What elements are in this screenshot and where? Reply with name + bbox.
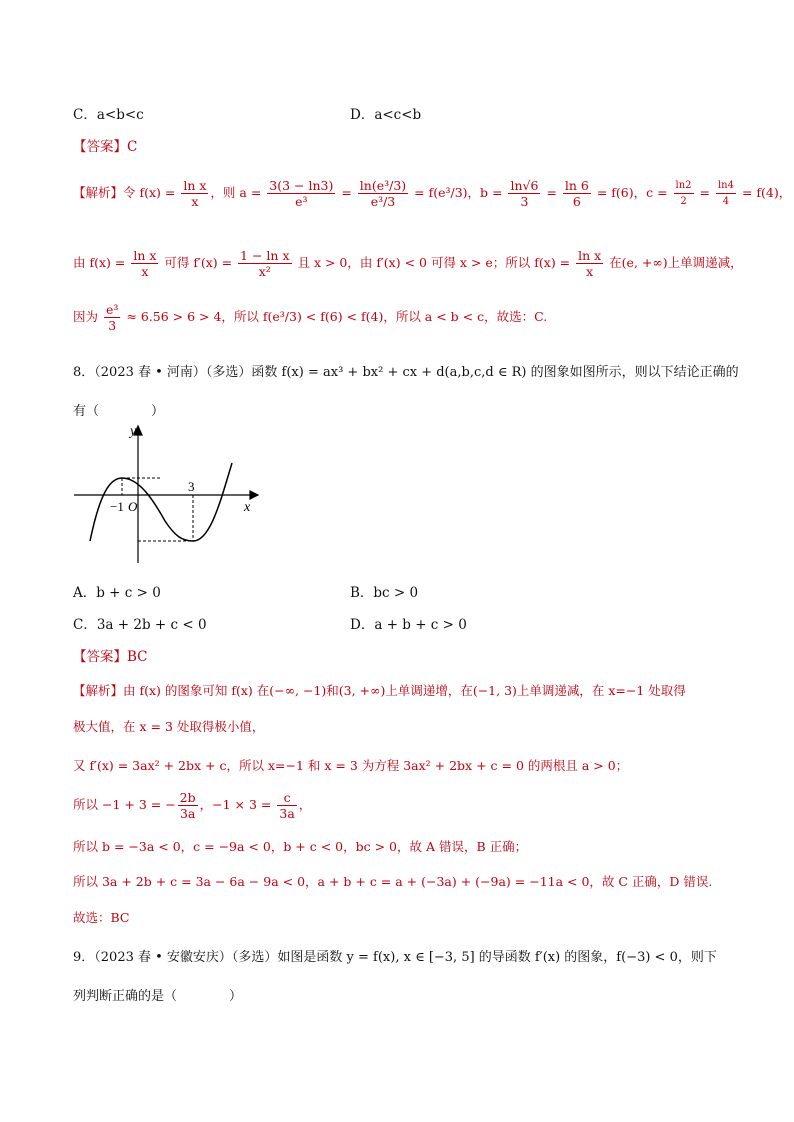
tick-neg1: −1 (110, 499, 124, 514)
fraction (104, 302, 120, 333)
q9-stem-line-1: 9．（2023 春 • 安徽安庆）（多选）如图是函数 y = f(x), x ∈ [−3, 5] 的导函数 f′(x) 的图象，f(−3) < 0，则下 (73, 950, 717, 965)
fraction (563, 178, 591, 209)
q8-option-b: B．bc > 0 (350, 585, 419, 601)
fraction (267, 178, 335, 209)
text: 且 x > 0，由 f′(x) < 0 可得 x > e；所以 f(x) = (293, 255, 575, 270)
q8-analysis-line-1 (73, 681, 686, 699)
numerator: ln x (133, 248, 157, 263)
denominator: 3a (279, 806, 295, 821)
text: ≈ 6.56 > 6 > 4，所以 f(e³/3) < f(6) < f(4)，所以 a < b < c，故选：C. (122, 309, 548, 324)
denominator: e³ (295, 194, 308, 209)
answer-tag: 【答案】 (73, 139, 127, 155)
answer-tag: 【答案】 (73, 649, 127, 665)
q8-analysis-line-5: 所以 b = −3a < 0，c = −9a < 0，b + c < 0，bc > 0，故 A 错误，B 正确； (73, 839, 528, 854)
numerator: ln(e³/3) (359, 178, 407, 193)
fraction (358, 178, 408, 209)
q9-stem-line-2: 列判断正确的是（ ） (73, 989, 243, 1004)
numerator: 2b (179, 790, 196, 805)
denominator: e³/3 (370, 194, 396, 209)
answer-value: C (127, 139, 138, 155)
numerator: c (277, 790, 296, 806)
denominator: 3 (108, 318, 117, 333)
fraction (277, 790, 296, 821)
text: ， (298, 797, 312, 812)
text: = f(e³/3)，b = (410, 185, 507, 200)
denominator: 6 (572, 194, 581, 209)
text: = f(6)，c = (592, 185, 672, 200)
tick-3: 3 (188, 479, 195, 494)
text: 在(e, +∞)上单调递减， (605, 255, 743, 270)
text: 可得 f′(x) = (160, 255, 237, 270)
answer-value: BC (127, 649, 148, 665)
denominator: x (191, 194, 199, 209)
text: ，则 a = (210, 185, 266, 200)
numerator: ln2 (674, 178, 694, 194)
analysis-tag: 【解析】 (73, 683, 124, 698)
q8-option-a: A．b + c > 0 (73, 585, 161, 601)
numerator: ln x (578, 248, 602, 263)
text: 所以 −1 + 3 = − (73, 797, 176, 812)
numerator: e³ (105, 302, 119, 317)
numerator: 1 − ln x (240, 248, 290, 263)
text: 由 f(x) = (73, 255, 130, 270)
text: 因为 (73, 309, 102, 324)
fraction (178, 790, 198, 821)
fraction (716, 178, 736, 209)
text: 由 f(x) 的图象可知 f(x) 在(−∞, −1)和(3, +∞)上单调递增，在(−1, 3)上单调递减，在 x=−1 处取得 (123, 683, 686, 698)
denominator: 3a (179, 806, 196, 821)
text: 令 f(x) = (123, 185, 180, 200)
q7-analysis-line-2 (73, 248, 743, 279)
fraction (238, 248, 291, 279)
q8-analysis-line-3: 又 f′(x) = 3ax² + 2bx + c，所以 x=−1 和 x = 3 为方程 3ax² + 2bx + c = 0 的两根且 a > 0； (73, 758, 629, 773)
denominator: 4 (722, 196, 730, 207)
analysis-tag: 【解析】 (73, 185, 124, 200)
q7-option-c: C．a<b<c (73, 107, 144, 123)
text: = (542, 185, 561, 200)
q8-stem-line-1: 8．（2023 春 • 河南）（多选）函数 f(x) = ax³ + bx² + cx + d(a,b,c,d ∈ R) 的图象如图所示，则以下结论正确的 (73, 365, 739, 380)
text: = (695, 185, 714, 200)
numerator: ln4 (716, 178, 736, 194)
q7-answer (73, 135, 137, 155)
numerator: ln√6 (510, 178, 539, 193)
q8-option-d: D．a + b + c > 0 (350, 617, 467, 633)
fraction (674, 178, 694, 209)
text: ，−1 × 3 = (199, 797, 276, 812)
x-axis-arrow (250, 491, 258, 499)
q8-cubic-graph (70, 423, 260, 568)
q8-option-c: C．3a + 2b + c < 0 (73, 617, 207, 633)
q7-analysis-line-1 (73, 178, 791, 209)
fraction (576, 248, 603, 279)
numerator: ln x (183, 178, 207, 193)
q7-analysis-line-3 (73, 302, 547, 333)
fraction (508, 178, 540, 209)
denominator: x² (258, 264, 271, 279)
denominator: 3 (520, 194, 529, 209)
origin-label: O (128, 499, 138, 514)
q8-analysis-line-6: 所以 3a + 2b + c = 3a − 6a − 9a < 0，a + b + c = a + (−3a) + (−9a) = −11a < 0，故 C 正确，D 错误. (73, 874, 713, 889)
text: = f(4)， (737, 185, 792, 200)
denominator: 2 (680, 196, 687, 207)
q8-analysis-line-7: 故选：BC (73, 910, 130, 925)
q8-answer (73, 645, 148, 665)
y-label: y (130, 424, 137, 439)
denominator: x (586, 264, 594, 279)
q8-stem-line-2: 有（ ） (73, 404, 165, 419)
x-label: x (244, 500, 251, 515)
denominator: x (141, 264, 149, 279)
fraction (131, 248, 158, 279)
q7-option-d: D．a<c<b (350, 107, 422, 123)
q8-analysis-line-2: 极大值，在 x = 3 处取得极小值， (73, 719, 265, 734)
fraction (181, 178, 208, 209)
q8-analysis-line-4 (73, 790, 311, 821)
text: = (337, 185, 356, 200)
numerator: ln 6 (564, 178, 589, 193)
numerator: 3(3 − ln3) (269, 178, 334, 193)
